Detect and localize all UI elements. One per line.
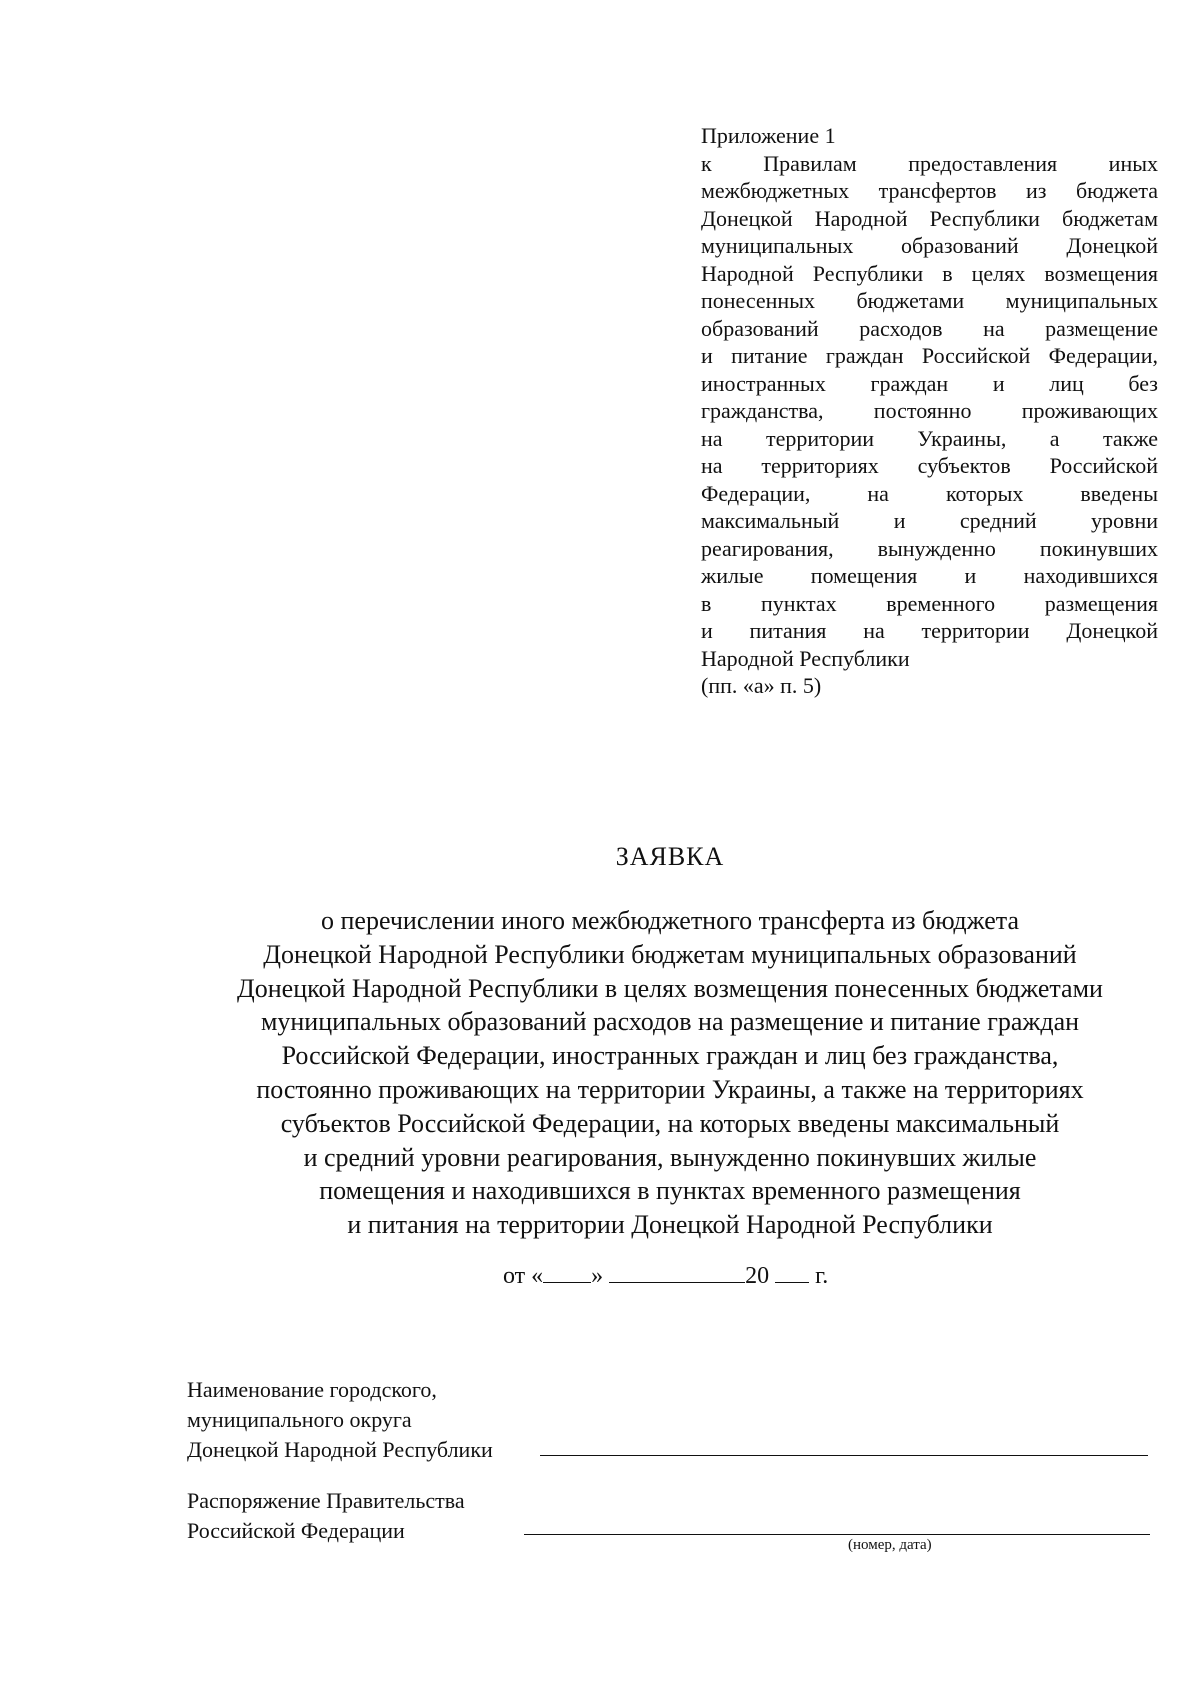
subtitle-line: о перечислении иного межбюджетного трансферта из бюджета — [321, 906, 1019, 935]
year-suffix: г. — [815, 1263, 829, 1289]
date-from-label: от « — [503, 1263, 544, 1289]
order-label-line: Распоряжение Правительства — [187, 1488, 465, 1513]
document-subtitle — [140, 904, 1200, 1242]
municipality-label — [187, 1375, 493, 1465]
appendix-line: к Правилам предоставления иных — [701, 150, 1158, 176]
day-blank[interactable] — [543, 1262, 591, 1283]
subtitle-line: постоянно проживающих на территории Украины, а также на территориях — [256, 1074, 1084, 1104]
appendix-line: и питания на территории Донецкой — [701, 618, 1158, 643]
appendix-line: Народной Республики — [701, 645, 910, 671]
subtitle-line: субъектов Российской Федерации, на которых введены максимальный — [280, 1108, 1060, 1138]
subtitle-line: Российской Федерации, иностранных граждан и лиц без гражданства, — [281, 1041, 1059, 1071]
appendix-line: образований расходов на размещение — [701, 315, 1158, 341]
appendix-line: Приложение 1 — [701, 123, 836, 148]
appendix-line: Федерации, на которых введены — [701, 480, 1158, 506]
appendix-line: и питание граждан Российской Федерации, — [701, 343, 1158, 368]
subtitle-line: Донецкой Народной Республики бюджетам муниципальных образований — [263, 939, 1077, 969]
date-close-quote: » — [591, 1263, 604, 1289]
municipality-field[interactable] — [540, 1455, 1148, 1456]
appendix-line: на территориях субъектов Российской — [701, 453, 1158, 478]
subtitle-line: помещения и находившихся в пунктах временного размещения — [319, 1176, 1021, 1206]
order-field-hint: (номер, дата) — [848, 1537, 932, 1553]
appendix-reference: (пп. «а» п. 5) — [701, 673, 822, 698]
order-label-line: Российской Федерации — [187, 1518, 405, 1543]
municipality-label-line: Наименование городского, — [187, 1377, 437, 1402]
appendix-line: жилые помещения и находившихся — [701, 563, 1158, 588]
appendix-line: Народной Республики в целях возмещения — [701, 260, 1158, 286]
order-label — [187, 1486, 465, 1546]
appendix-line: реагирования, вынужденно покинувших — [701, 535, 1158, 561]
appendix-line: на территории Украины, а также — [701, 425, 1158, 451]
municipality-label-line: Донецкой Народной Республики — [187, 1437, 493, 1462]
appendix-block — [701, 122, 1158, 700]
date-line — [503, 1262, 828, 1290]
appendix-line: муниципальных образований Донецкой — [701, 233, 1158, 258]
appendix-line: в пунктах временного размещения — [701, 590, 1158, 616]
subtitle-line: Донецкой Народной Республики в целях возмещения понесенных бюджетами — [237, 973, 1103, 1003]
appendix-line: Донецкой Народной Республики бюджетам — [701, 205, 1158, 231]
month-blank[interactable] — [609, 1262, 745, 1283]
subtitle-line: и средний уровни реагирования, вынужденно покинувших жилые — [303, 1142, 1037, 1172]
appendix-line: иностранных граждан и лиц без — [701, 370, 1158, 396]
appendix-line: межбюджетных трансфертов из бюджета — [701, 178, 1158, 203]
municipality-label-line: муниципального округа — [187, 1407, 412, 1432]
year-prefix: 20 — [745, 1263, 770, 1289]
appendix-line: гражданства, постоянно проживающих — [701, 398, 1158, 423]
document-title: ЗАЯВКА — [615, 842, 725, 871]
subtitle-line: муниципальных образований расходов на размещение и питание граждан — [260, 1007, 1080, 1037]
appendix-line: максимальный и средний уровни — [701, 508, 1158, 533]
subtitle-line: и питания на территории Донецкой Народной Республики — [347, 1210, 993, 1240]
year-blank[interactable] — [775, 1262, 809, 1283]
order-field[interactable] — [524, 1534, 1150, 1535]
appendix-line: понесенных бюджетами муниципальных — [701, 288, 1158, 313]
